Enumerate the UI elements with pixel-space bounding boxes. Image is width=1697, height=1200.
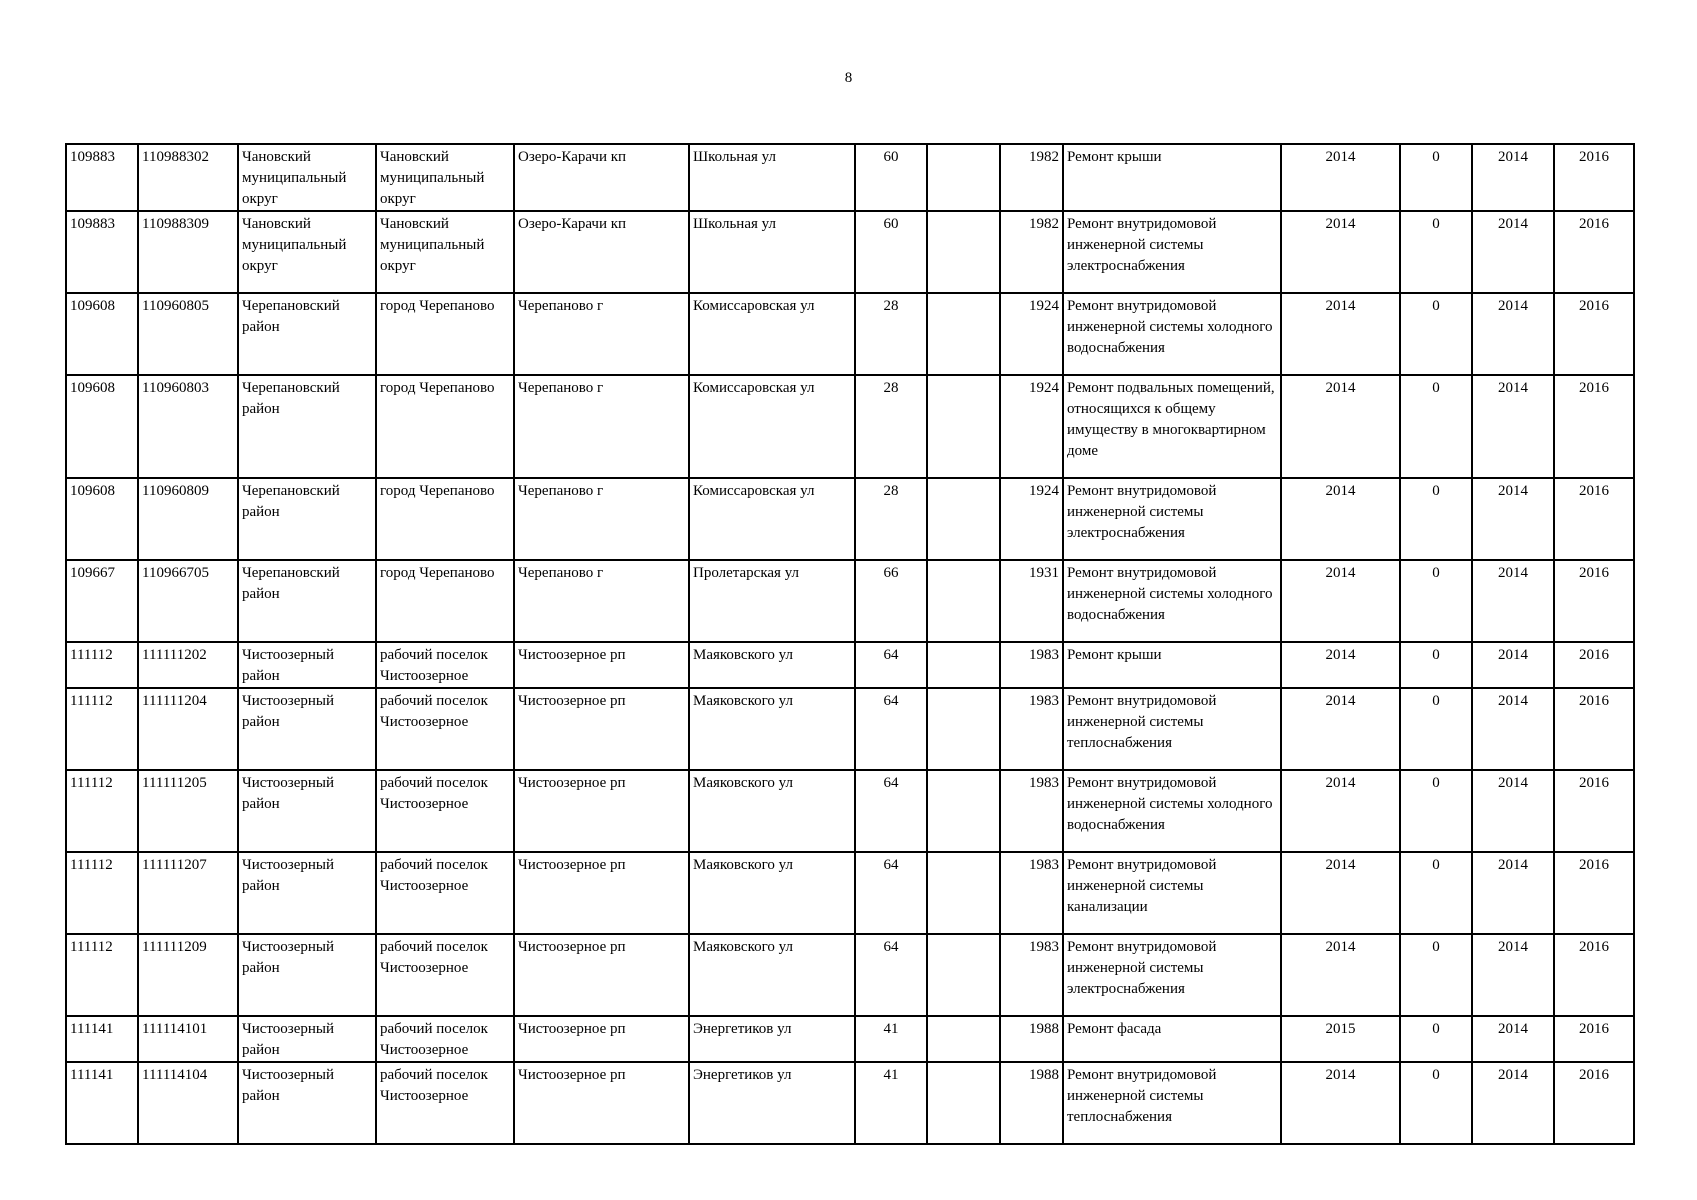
cell-end-year: 2016 — [1554, 1016, 1634, 1062]
cell-amount: 0 — [1400, 934, 1472, 1016]
cell-plan-year: 2014 — [1281, 211, 1400, 293]
cell-district: Чистоозерный район — [238, 934, 376, 1016]
registry-table — [65, 143, 1635, 1145]
cell-building — [927, 375, 1000, 478]
table-row — [66, 1016, 1634, 1062]
cell-street: Комиссаровская ул — [689, 293, 855, 375]
cell-year-built: 1983 — [1000, 770, 1063, 852]
cell-locality: Чистоозерное рп — [514, 1062, 689, 1144]
cell-house: 64 — [855, 934, 927, 1016]
cell-id: 111112 — [66, 934, 138, 1016]
cell-start-year: 2014 — [1472, 642, 1554, 688]
cell-amount: 0 — [1400, 688, 1472, 770]
table-row — [66, 375, 1634, 478]
cell-end-year: 2016 — [1554, 1062, 1634, 1144]
cell-end-year: 2016 — [1554, 144, 1634, 211]
cell-year-built: 1988 — [1000, 1062, 1063, 1144]
cell-building — [927, 1016, 1000, 1062]
cell-code: 110960809 — [138, 478, 238, 560]
cell-building — [927, 934, 1000, 1016]
cell-work: Ремонт внутридомовой инженерной системы теплоснабжения — [1063, 1062, 1281, 1144]
cell-amount: 0 — [1400, 211, 1472, 293]
cell-house: 64 — [855, 770, 927, 852]
cell-code: 111111204 — [138, 688, 238, 770]
cell-plan-year: 2014 — [1281, 934, 1400, 1016]
cell-work: Ремонт внутридомовой инженерной системы электроснабжения — [1063, 478, 1281, 560]
cell-street: Пролетарская ул — [689, 560, 855, 642]
cell-end-year: 2016 — [1554, 852, 1634, 934]
cell-end-year: 2016 — [1554, 478, 1634, 560]
cell-street: Комиссаровская ул — [689, 478, 855, 560]
cell-house: 41 — [855, 1062, 927, 1144]
cell-year-built: 1983 — [1000, 688, 1063, 770]
cell-municipality: рабочий поселок Чистоозерное — [376, 642, 514, 688]
cell-end-year: 2016 — [1554, 560, 1634, 642]
table-row — [66, 770, 1634, 852]
table-row — [66, 560, 1634, 642]
cell-municipality: рабочий поселок Чистоозерное — [376, 852, 514, 934]
cell-district: Черепановский район — [238, 478, 376, 560]
cell-locality: Чистоозерное рп — [514, 688, 689, 770]
cell-house: 64 — [855, 688, 927, 770]
cell-year-built: 1924 — [1000, 478, 1063, 560]
cell-municipality: Чановский муниципальный округ — [376, 211, 514, 293]
cell-house: 28 — [855, 478, 927, 560]
cell-year-built: 1983 — [1000, 934, 1063, 1016]
cell-street: Маяковского ул — [689, 688, 855, 770]
cell-work: Ремонт крыши — [1063, 144, 1281, 211]
cell-building — [927, 688, 1000, 770]
cell-year-built: 1931 — [1000, 560, 1063, 642]
table-row — [66, 1062, 1634, 1144]
cell-id: 111112 — [66, 688, 138, 770]
cell-start-year: 2014 — [1472, 770, 1554, 852]
cell-plan-year: 2014 — [1281, 293, 1400, 375]
cell-house: 28 — [855, 293, 927, 375]
cell-work: Ремонт внутридомовой инженерной системы холодного водоснабжения — [1063, 560, 1281, 642]
cell-code: 110988302 — [138, 144, 238, 211]
cell-house: 64 — [855, 642, 927, 688]
cell-id: 111141 — [66, 1016, 138, 1062]
cell-id: 109883 — [66, 211, 138, 293]
cell-municipality: Чановский муниципальный округ — [376, 144, 514, 211]
cell-start-year: 2014 — [1472, 852, 1554, 934]
cell-house: 60 — [855, 211, 927, 293]
cell-locality: Черепаново г — [514, 293, 689, 375]
cell-amount: 0 — [1400, 1016, 1472, 1062]
cell-district: Черепановский район — [238, 560, 376, 642]
table-row — [66, 478, 1634, 560]
cell-plan-year: 2014 — [1281, 642, 1400, 688]
cell-amount: 0 — [1400, 1062, 1472, 1144]
cell-amount: 0 — [1400, 770, 1472, 852]
cell-start-year: 2014 — [1472, 211, 1554, 293]
cell-code: 111111202 — [138, 642, 238, 688]
cell-code: 110966705 — [138, 560, 238, 642]
cell-work: Ремонт крыши — [1063, 642, 1281, 688]
cell-work: Ремонт внутридомовой инженерной системы холодного водоснабжения — [1063, 770, 1281, 852]
cell-code: 111114101 — [138, 1016, 238, 1062]
cell-district: Чистоозерный район — [238, 770, 376, 852]
cell-district: Чановский муниципальный округ — [238, 144, 376, 211]
cell-building — [927, 478, 1000, 560]
cell-amount: 0 — [1400, 293, 1472, 375]
cell-building — [927, 770, 1000, 852]
cell-amount: 0 — [1400, 144, 1472, 211]
cell-locality: Черепаново г — [514, 375, 689, 478]
cell-locality: Чистоозерное рп — [514, 1016, 689, 1062]
cell-plan-year: 2014 — [1281, 144, 1400, 211]
cell-year-built: 1924 — [1000, 375, 1063, 478]
cell-street: Маяковского ул — [689, 642, 855, 688]
cell-plan-year: 2014 — [1281, 770, 1400, 852]
cell-work: Ремонт внутридомовой инженерной системы канализации — [1063, 852, 1281, 934]
cell-work: Ремонт внутридомовой инженерной системы электроснабжения — [1063, 934, 1281, 1016]
cell-building — [927, 560, 1000, 642]
cell-end-year: 2016 — [1554, 642, 1634, 688]
cell-district: Чановский муниципальный округ — [238, 211, 376, 293]
cell-end-year: 2016 — [1554, 934, 1634, 1016]
cell-work: Ремонт внутридомовой инженерной системы теплоснабжения — [1063, 688, 1281, 770]
table-row — [66, 144, 1634, 211]
cell-end-year: 2016 — [1554, 688, 1634, 770]
cell-municipality: город Черепаново — [376, 560, 514, 642]
cell-locality: Чистоозерное рп — [514, 642, 689, 688]
cell-start-year: 2014 — [1472, 1016, 1554, 1062]
cell-id: 111112 — [66, 642, 138, 688]
cell-end-year: 2016 — [1554, 211, 1634, 293]
cell-start-year: 2014 — [1472, 144, 1554, 211]
cell-building — [927, 211, 1000, 293]
cell-district: Чистоозерный район — [238, 1062, 376, 1144]
cell-municipality: рабочий поселок Чистоозерное — [376, 1016, 514, 1062]
cell-building — [927, 293, 1000, 375]
table-row — [66, 688, 1634, 770]
cell-year-built: 1988 — [1000, 1016, 1063, 1062]
cell-id: 109883 — [66, 144, 138, 211]
cell-district: Чистоозерный район — [238, 688, 376, 770]
cell-street: Школьная ул — [689, 211, 855, 293]
table-row — [66, 642, 1634, 688]
cell-municipality: рабочий поселок Чистоозерное — [376, 934, 514, 1016]
cell-house: 28 — [855, 375, 927, 478]
cell-building — [927, 144, 1000, 211]
cell-municipality: город Черепаново — [376, 293, 514, 375]
cell-building — [927, 642, 1000, 688]
cell-plan-year: 2014 — [1281, 375, 1400, 478]
table-row — [66, 293, 1634, 375]
cell-year-built: 1982 — [1000, 144, 1063, 211]
cell-locality: Чистоозерное рп — [514, 934, 689, 1016]
cell-code: 111111205 — [138, 770, 238, 852]
cell-district: Черепановский район — [238, 375, 376, 478]
cell-locality: Черепаново г — [514, 560, 689, 642]
cell-end-year: 2016 — [1554, 770, 1634, 852]
cell-house: 60 — [855, 144, 927, 211]
cell-id: 111112 — [66, 852, 138, 934]
cell-street: Энергетиков ул — [689, 1016, 855, 1062]
cell-district: Чистоозерный район — [238, 852, 376, 934]
cell-year-built: 1924 — [1000, 293, 1063, 375]
page-number: 8 — [844, 70, 853, 86]
cell-id: 109608 — [66, 375, 138, 478]
cell-amount: 0 — [1400, 642, 1472, 688]
cell-locality: Озеро-Карачи кп — [514, 144, 689, 211]
cell-plan-year: 2014 — [1281, 1062, 1400, 1144]
cell-code: 111111209 — [138, 934, 238, 1016]
cell-code: 111114104 — [138, 1062, 238, 1144]
cell-work: Ремонт внутридомовой инженерной системы электроснабжения — [1063, 211, 1281, 293]
cell-house: 41 — [855, 1016, 927, 1062]
cell-end-year: 2016 — [1554, 375, 1634, 478]
cell-id: 111112 — [66, 770, 138, 852]
cell-street: Маяковского ул — [689, 934, 855, 1016]
cell-street: Комиссаровская ул — [689, 375, 855, 478]
cell-plan-year: 2015 — [1281, 1016, 1400, 1062]
cell-start-year: 2014 — [1472, 375, 1554, 478]
cell-start-year: 2014 — [1472, 478, 1554, 560]
cell-street: Энергетиков ул — [689, 1062, 855, 1144]
cell-code: 110960803 — [138, 375, 238, 478]
cell-building — [927, 852, 1000, 934]
cell-start-year: 2014 — [1472, 934, 1554, 1016]
cell-start-year: 2014 — [1472, 1062, 1554, 1144]
table-row — [66, 211, 1634, 293]
cell-id: 109667 — [66, 560, 138, 642]
cell-district: Чистоозерный район — [238, 1016, 376, 1062]
cell-work: Ремонт внутридомовой инженерной системы холодного водоснабжения — [1063, 293, 1281, 375]
cell-locality: Черепаново г — [514, 478, 689, 560]
cell-house: 64 — [855, 852, 927, 934]
cell-street: Маяковского ул — [689, 770, 855, 852]
cell-district: Черепановский район — [238, 293, 376, 375]
table-row — [66, 852, 1634, 934]
cell-street: Маяковского ул — [689, 852, 855, 934]
cell-work: Ремонт подвальных помещений, относящихся к общему имуществу в многоквартирном доме — [1063, 375, 1281, 478]
cell-plan-year: 2014 — [1281, 852, 1400, 934]
cell-plan-year: 2014 — [1281, 688, 1400, 770]
cell-amount: 0 — [1400, 560, 1472, 642]
cell-year-built: 1983 — [1000, 852, 1063, 934]
cell-code: 110960805 — [138, 293, 238, 375]
cell-locality: Чистоозерное рп — [514, 852, 689, 934]
cell-start-year: 2014 — [1472, 560, 1554, 642]
cell-house: 66 — [855, 560, 927, 642]
cell-municipality: город Черепаново — [376, 478, 514, 560]
cell-amount: 0 — [1400, 375, 1472, 478]
cell-municipality: рабочий поселок Чистоозерное — [376, 688, 514, 770]
cell-id: 109608 — [66, 478, 138, 560]
cell-locality: Озеро-Карачи кп — [514, 211, 689, 293]
cell-plan-year: 2014 — [1281, 560, 1400, 642]
cell-amount: 0 — [1400, 478, 1472, 560]
cell-municipality: рабочий поселок Чистоозерное — [376, 1062, 514, 1144]
cell-code: 111111207 — [138, 852, 238, 934]
cell-id: 109608 — [66, 293, 138, 375]
cell-id: 111141 — [66, 1062, 138, 1144]
cell-year-built: 1983 — [1000, 642, 1063, 688]
cell-start-year: 2014 — [1472, 293, 1554, 375]
cell-amount: 0 — [1400, 852, 1472, 934]
cell-start-year: 2014 — [1472, 688, 1554, 770]
cell-municipality: рабочий поселок Чистоозерное — [376, 770, 514, 852]
cell-district: Чистоозерный район — [238, 642, 376, 688]
table-row — [66, 934, 1634, 1016]
cell-municipality: город Черепаново — [376, 375, 514, 478]
cell-end-year: 2016 — [1554, 293, 1634, 375]
cell-building — [927, 1062, 1000, 1144]
table-body — [66, 144, 1634, 1144]
cell-year-built: 1982 — [1000, 211, 1063, 293]
cell-code: 110988309 — [138, 211, 238, 293]
cell-work: Ремонт фасада — [1063, 1016, 1281, 1062]
cell-locality: Чистоозерное рп — [514, 770, 689, 852]
cell-street: Школьная ул — [689, 144, 855, 211]
cell-plan-year: 2014 — [1281, 478, 1400, 560]
